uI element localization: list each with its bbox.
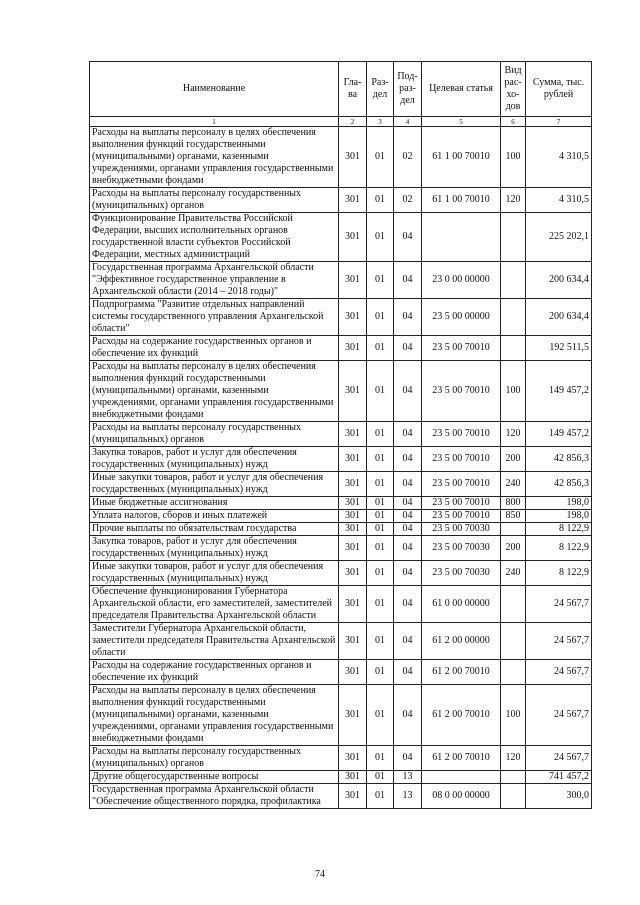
row-glava: 301 xyxy=(339,447,367,472)
row-sum: 42 856,3 xyxy=(526,472,592,497)
header-sum: Сумма, тыс. рублей xyxy=(526,62,592,117)
header-row xyxy=(90,62,592,117)
row-sum: 24 567,7 xyxy=(526,746,592,771)
row-glava: 301 xyxy=(339,536,367,561)
row-glava: 301 xyxy=(339,746,367,771)
table-row xyxy=(90,586,592,623)
row-sum: 200 634,4 xyxy=(526,262,592,299)
row-glava: 301 xyxy=(339,422,367,447)
row-vid xyxy=(501,771,526,784)
row-target xyxy=(422,213,501,262)
row-vid: 120 xyxy=(501,746,526,771)
row-razdel: 01 xyxy=(367,510,394,523)
row-name: Расходы на выплаты персоналу государственных (муниципальных) органов xyxy=(90,188,339,213)
row-target: 23 5 00 70010 xyxy=(422,497,501,510)
row-podrazdel: 04 xyxy=(394,422,422,447)
row-podrazdel: 04 xyxy=(394,299,422,336)
row-razdel: 01 xyxy=(367,746,394,771)
table-row xyxy=(90,188,592,213)
row-podrazdel: 02 xyxy=(394,127,422,188)
row-podrazdel: 04 xyxy=(394,472,422,497)
budget-table xyxy=(89,61,592,809)
row-vid: 850 xyxy=(501,510,526,523)
row-podrazdel: 04 xyxy=(394,213,422,262)
row-target: 61 1 00 70010 xyxy=(422,127,501,188)
table-row xyxy=(90,447,592,472)
row-name: Иные закупки товаров, работ и услуг для обеспечения государственных (муниципальных) нужд xyxy=(90,561,339,586)
row-name: Расходы на содержание государственных органов и обеспечение их функций xyxy=(90,336,339,361)
row-sum: 198,0 xyxy=(526,497,592,510)
row-target: 23 5 00 00000 xyxy=(422,299,501,336)
table-row xyxy=(90,746,592,771)
row-target: 23 5 00 70030 xyxy=(422,536,501,561)
row-glava: 301 xyxy=(339,188,367,213)
column-number: 7 xyxy=(526,117,592,127)
row-vid: 120 xyxy=(501,188,526,213)
row-target: 23 5 00 70010 xyxy=(422,447,501,472)
row-target: 23 5 00 70010 xyxy=(422,336,501,361)
row-podrazdel: 04 xyxy=(394,660,422,685)
table-row xyxy=(90,523,592,536)
row-target: 23 5 00 70010 xyxy=(422,510,501,523)
row-target: 23 5 00 70030 xyxy=(422,561,501,586)
row-sum: 24 567,7 xyxy=(526,685,592,746)
row-podrazdel: 04 xyxy=(394,623,422,660)
row-name: Расходы на выплаты персоналу в целях обеспечения выполнения функций государственными (муниципальными) органами, казенными учреждениями, органами управления государственными внебюджетными фондами xyxy=(90,127,339,188)
row-razdel: 01 xyxy=(367,561,394,586)
row-sum: 4 310,5 xyxy=(526,188,592,213)
row-razdel: 01 xyxy=(367,497,394,510)
row-razdel: 01 xyxy=(367,447,394,472)
row-name: Государственная программа Архангельской области "Обеспечение общественного порядка, профилактика xyxy=(90,784,339,809)
row-target: 61 0 00 00000 xyxy=(422,586,501,623)
row-glava: 301 xyxy=(339,472,367,497)
row-podrazdel: 04 xyxy=(394,536,422,561)
row-sum: 192 511,5 xyxy=(526,336,592,361)
row-sum: 198,0 xyxy=(526,510,592,523)
row-name: Другие общегосударственные вопросы xyxy=(90,771,339,784)
row-sum: 4 310,5 xyxy=(526,127,592,188)
table-row xyxy=(90,422,592,447)
row-podrazdel: 04 xyxy=(394,561,422,586)
row-sum: 149 457,2 xyxy=(526,361,592,422)
row-glava: 301 xyxy=(339,361,367,422)
row-glava: 301 xyxy=(339,262,367,299)
row-razdel: 01 xyxy=(367,213,394,262)
row-sum: 24 567,7 xyxy=(526,623,592,660)
row-glava: 301 xyxy=(339,510,367,523)
row-name: Подпрограмма "Развитие отдельных направлений системы государственного управления Архангельской области" xyxy=(90,299,339,336)
row-vid xyxy=(501,336,526,361)
row-target: 23 0 00 00000 xyxy=(422,262,501,299)
row-target xyxy=(422,771,501,784)
row-vid: 100 xyxy=(501,127,526,188)
row-podrazdel: 04 xyxy=(394,262,422,299)
row-razdel: 01 xyxy=(367,422,394,447)
row-podrazdel: 13 xyxy=(394,771,422,784)
header-razdel: Раз-дел xyxy=(367,62,394,117)
row-target: 23 5 00 70010 xyxy=(422,422,501,447)
header-podrazdel: Под-раз-дел xyxy=(394,62,422,117)
row-target: 61 2 00 70010 xyxy=(422,746,501,771)
row-name: Государственная программа Архангельской области "Эффективное государственное управление в Архангельской области (2014 – 2018 годы)" xyxy=(90,262,339,299)
column-number-row xyxy=(90,117,592,127)
row-razdel: 01 xyxy=(367,771,394,784)
row-name: Иные закупки товаров, работ и услуг для обеспечения государственных (муниципальных) нужд xyxy=(90,472,339,497)
row-razdel: 01 xyxy=(367,127,394,188)
row-sum: 42 856,3 xyxy=(526,447,592,472)
row-razdel: 01 xyxy=(367,523,394,536)
row-sum: 741 457,2 xyxy=(526,771,592,784)
table-row xyxy=(90,623,592,660)
table-row xyxy=(90,361,592,422)
row-name: Прочие выплаты по обязательствам государства xyxy=(90,523,339,536)
row-glava: 301 xyxy=(339,336,367,361)
row-razdel: 01 xyxy=(367,623,394,660)
column-number: 4 xyxy=(394,117,422,127)
row-sum: 8 122,9 xyxy=(526,523,592,536)
column-number: 2 xyxy=(339,117,367,127)
column-number: 5 xyxy=(422,117,501,127)
row-name: Расходы на выплаты персоналу государственных (муниципальных) органов xyxy=(90,746,339,771)
row-razdel: 01 xyxy=(367,685,394,746)
row-vid: 240 xyxy=(501,561,526,586)
row-target: 61 1 00 70010 xyxy=(422,188,501,213)
row-name: Расходы на выплаты персоналу государственных (муниципальных) органов xyxy=(90,422,339,447)
budget-table-container xyxy=(89,61,591,809)
row-target: 61 2 00 00000 xyxy=(422,623,501,660)
row-name: Расходы на выплаты персоналу в целях обеспечения выполнения функций государственными (муниципальными) органами, казенными учреждениями, органами управления государственными внебюджетными фондами xyxy=(90,361,339,422)
row-vid xyxy=(501,213,526,262)
table-row xyxy=(90,262,592,299)
table-header xyxy=(90,62,592,127)
row-glava: 301 xyxy=(339,586,367,623)
row-glava: 301 xyxy=(339,623,367,660)
row-name: Расходы на содержание государственных органов и обеспечение их функций xyxy=(90,660,339,685)
row-name: Заместители Губернатора Архангельской области, заместители председателя Правительства Архангельской области xyxy=(90,623,339,660)
table-row xyxy=(90,299,592,336)
row-vid xyxy=(501,586,526,623)
row-glava: 301 xyxy=(339,685,367,746)
page-number: 74 xyxy=(315,869,325,880)
row-razdel: 01 xyxy=(367,299,394,336)
row-razdel: 01 xyxy=(367,336,394,361)
row-glava: 301 xyxy=(339,213,367,262)
table-row xyxy=(90,660,592,685)
row-sum: 8 122,9 xyxy=(526,561,592,586)
row-razdel: 01 xyxy=(367,262,394,299)
row-vid xyxy=(501,660,526,685)
row-podrazdel: 04 xyxy=(394,336,422,361)
row-vid: 100 xyxy=(501,361,526,422)
row-vid xyxy=(501,262,526,299)
row-name: Функционирование Правительства Российской Федерации, высших исполнительных органов государственной власти субъектов Российской Федерации, местных администраций xyxy=(90,213,339,262)
row-razdel: 01 xyxy=(367,472,394,497)
table-row xyxy=(90,336,592,361)
row-podrazdel: 04 xyxy=(394,586,422,623)
row-glava: 301 xyxy=(339,523,367,536)
row-target: 23 5 00 70010 xyxy=(422,472,501,497)
row-sum: 149 457,2 xyxy=(526,422,592,447)
row-vid xyxy=(501,623,526,660)
row-podrazdel: 04 xyxy=(394,746,422,771)
row-name: Закупка товаров, работ и услуг для обеспечения государственных (муниципальных) нужд xyxy=(90,447,339,472)
row-sum: 24 567,7 xyxy=(526,586,592,623)
row-glava: 301 xyxy=(339,771,367,784)
header-vid: Вид рас-хо-дов xyxy=(501,62,526,117)
row-vid: 200 xyxy=(501,536,526,561)
row-target: 61 2 00 70010 xyxy=(422,685,501,746)
row-vid xyxy=(501,784,526,809)
table-row xyxy=(90,213,592,262)
row-vid: 800 xyxy=(501,497,526,510)
row-name: Обеспечение функционирования Губернатора Архангельской области, его заместителей, заместителей председателя Правительства Архангельской области xyxy=(90,586,339,623)
row-vid xyxy=(501,523,526,536)
row-vid: 120 xyxy=(501,422,526,447)
row-razdel: 01 xyxy=(367,536,394,561)
header-glava: Гла-ва xyxy=(339,62,367,117)
row-vid xyxy=(501,299,526,336)
row-podrazdel: 04 xyxy=(394,523,422,536)
row-target: 23 5 00 70010 xyxy=(422,361,501,422)
column-number: 3 xyxy=(367,117,394,127)
row-sum: 300,0 xyxy=(526,784,592,809)
row-razdel: 01 xyxy=(367,660,394,685)
row-razdel: 01 xyxy=(367,586,394,623)
row-podrazdel: 04 xyxy=(394,510,422,523)
row-target: 08 0 00 00000 xyxy=(422,784,501,809)
row-name: Расходы на выплаты персоналу в целях обеспечения выполнения функций государственными (муниципальными) органами, казенными учреждениями, органами управления государственными внебюджетными фондами xyxy=(90,685,339,746)
table-body xyxy=(90,127,592,809)
row-podrazdel: 04 xyxy=(394,685,422,746)
row-glava: 301 xyxy=(339,660,367,685)
row-vid: 240 xyxy=(501,472,526,497)
column-number: 6 xyxy=(501,117,526,127)
table-row xyxy=(90,771,592,784)
table-row xyxy=(90,685,592,746)
table-row xyxy=(90,497,592,510)
row-glava: 301 xyxy=(339,497,367,510)
table-row xyxy=(90,472,592,497)
row-podrazdel: 04 xyxy=(394,447,422,472)
row-sum: 225 202,1 xyxy=(526,213,592,262)
row-name: Уплата налогов, сборов и иных платежей xyxy=(90,510,339,523)
row-glava: 301 xyxy=(339,561,367,586)
row-target: 23 5 00 70030 xyxy=(422,523,501,536)
row-target: 61 2 00 70010 xyxy=(422,660,501,685)
row-razdel: 01 xyxy=(367,784,394,809)
row-podrazdel: 13 xyxy=(394,784,422,809)
header-target: Целевая статья xyxy=(422,62,501,117)
table-row xyxy=(90,784,592,809)
row-sum: 8 122,9 xyxy=(526,536,592,561)
row-glava: 301 xyxy=(339,299,367,336)
row-podrazdel: 04 xyxy=(394,361,422,422)
row-vid: 200 xyxy=(501,447,526,472)
row-podrazdel: 04 xyxy=(394,497,422,510)
row-name: Иные бюджетные ассигнования xyxy=(90,497,339,510)
table-row xyxy=(90,127,592,188)
table-row xyxy=(90,536,592,561)
row-podrazdel: 02 xyxy=(394,188,422,213)
table-row xyxy=(90,561,592,586)
row-sum: 200 634,4 xyxy=(526,299,592,336)
row-razdel: 01 xyxy=(367,188,394,213)
row-glava: 301 xyxy=(339,127,367,188)
row-name: Закупка товаров, работ и услуг для обеспечения государственных (муниципальных) нужд xyxy=(90,536,339,561)
row-razdel: 01 xyxy=(367,361,394,422)
table-row xyxy=(90,510,592,523)
row-glava: 301 xyxy=(339,784,367,809)
column-number: 1 xyxy=(90,117,339,127)
row-vid: 100 xyxy=(501,685,526,746)
row-sum: 24 567,7 xyxy=(526,660,592,685)
header-name: Наименование xyxy=(90,62,339,117)
